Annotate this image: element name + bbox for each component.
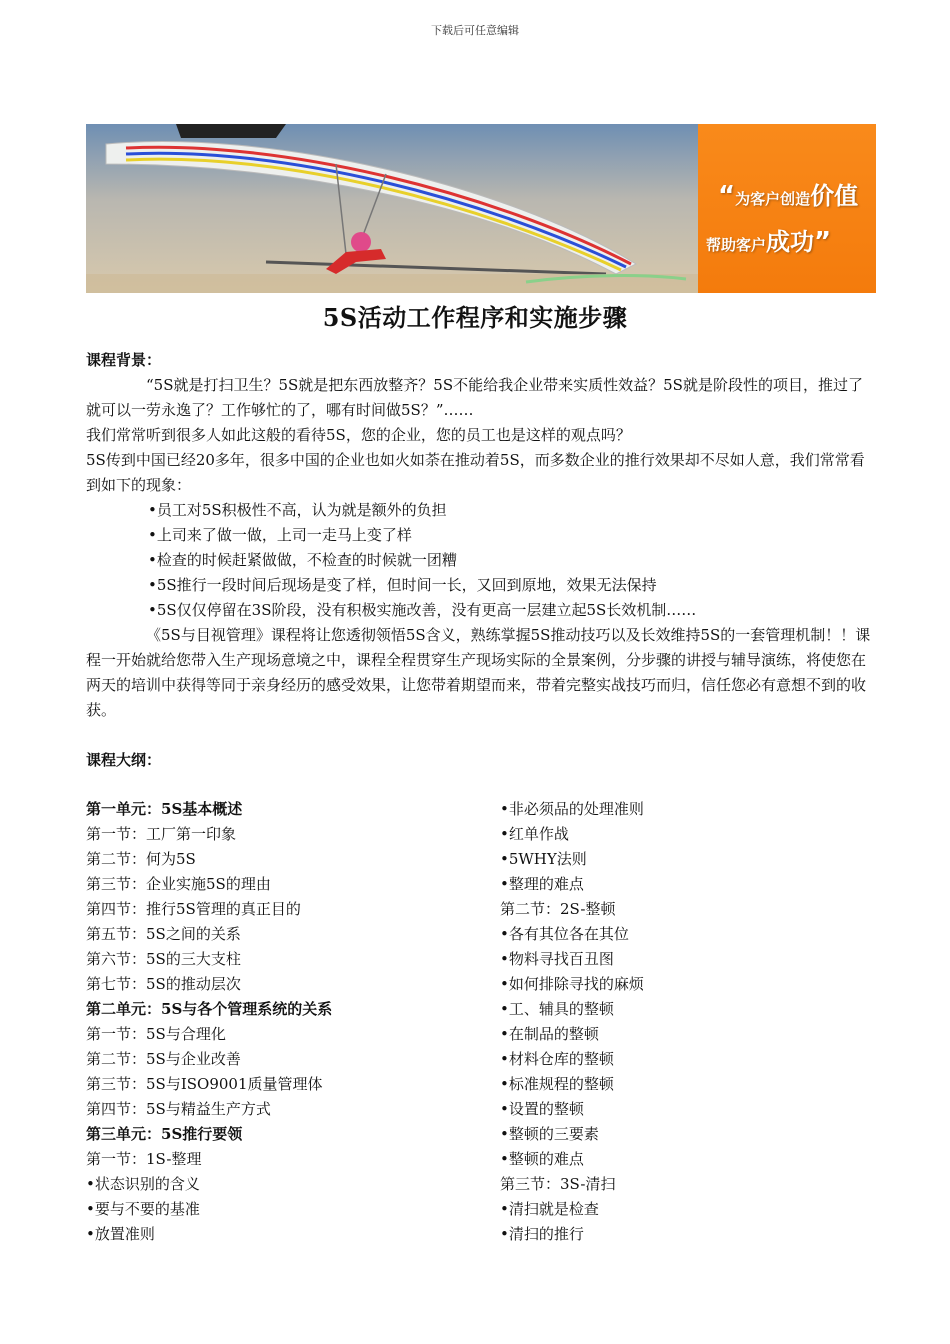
outline-item: •要与不要的基准	[86, 1200, 200, 1218]
outline-item: 第六节：5S的三大支柱	[86, 950, 241, 968]
outline-item: 第五节：5S之间的关系	[86, 925, 241, 943]
outline-item: •整顿的三要素	[500, 1125, 599, 1143]
outline-item: 第四节：推行5S管理的真正目的	[86, 900, 301, 918]
outline-item: 第二节：何为5S	[86, 850, 196, 868]
background-closing: 《5S与目视管理》课程将让您透彻领悟5S含义，熟练掌握5S推动技巧以及长效维持5S的一套管理机制！！课程一开始就给您带入生产现场意境之中，课程全程贯穿生产现场实际的全景案例，分步骤的讲授与辅导演练，将使您在两天的培训中获得等同于亲身经历的感受效果，让您带着期望而来，带着完整实战技巧而归，信任您必有意想不到的收获。	[86, 626, 871, 719]
list-item: •上司来了做一做，上司一走马上变了样	[148, 526, 412, 544]
list-item: •员工对5S积极性不高，认为就是额外的负担	[148, 501, 447, 519]
list-item: •检查的时候赶紧做做，不检查的时候就一团糟	[148, 551, 457, 569]
outline-item: •工、辅具的整顿	[500, 1000, 614, 1018]
outline-left-column	[86, 797, 486, 1247]
slogan-line-1: “为客户创造价值	[718, 181, 859, 211]
unit-heading: 第一单元：5S基本概述	[86, 800, 243, 818]
outline-item: •整顿的难点	[500, 1150, 584, 1168]
phenomena-list	[86, 498, 876, 623]
outline-label: 课程大纲：	[86, 751, 162, 769]
course-background-section	[86, 348, 876, 773]
hang-glider-photo	[86, 124, 698, 293]
outline-item: •如何排除寻找的麻烦	[500, 975, 644, 993]
slogan-line-2: 帮助客户成功”	[706, 227, 832, 257]
outline-item: •标准规程的整顿	[500, 1075, 614, 1093]
outline-item: •材料仓库的整顿	[500, 1050, 614, 1068]
outline-item: •整理的难点	[500, 875, 584, 893]
outline-item: 第七节：5S的推动层次	[86, 975, 241, 993]
background-line-3: 5S传到中国已经20多年，很多中国的企业也如火如荼在推动着5S，而多数企业的推行效果却不尽如人意，我们常常看到如下的现象：	[86, 451, 865, 494]
outline-item: •清扫的推行	[500, 1225, 584, 1243]
outline-item: •物料寻找百丑图	[500, 950, 614, 968]
outline-item: 第三节：5S与ISO9001质量管理体	[86, 1075, 323, 1093]
outline-item: •清扫就是检查	[500, 1200, 599, 1218]
outline-item: 第四节：5S与精益生产方式	[86, 1100, 271, 1118]
outline-item: •放置准则	[86, 1225, 155, 1243]
background-line-2: 我们常常听到很多人如此这般的看待5S，您的企业，您的员工也是这样的观点吗？	[86, 426, 631, 444]
list-item: •5S仅仅停留在3S阶段，没有积极实施改善，没有更高一层建立起5S长效机制……	[148, 601, 697, 619]
list-item: •5S推行一段时间后现场是变了样，但时间一长，又回到原地，效果无法保持	[148, 576, 657, 594]
unit-heading: 第三单元：5S推行要领	[86, 1125, 243, 1143]
outline-item: •非必须品的处理准则	[500, 800, 644, 818]
document-title: 5S活动工作程序和实施步骤	[322, 303, 628, 332]
outline-item: •红单作战	[500, 825, 569, 843]
outline-item: 第一节：1S-整理	[86, 1150, 202, 1168]
unit-heading: 第二单元：5S与各个管理系统的关系	[86, 1000, 333, 1018]
outline-item: 第二节：5S与企业改善	[86, 1050, 241, 1068]
outline-item: 第一节：5S与合理化	[86, 1025, 226, 1043]
outline-item: •设置的整顿	[500, 1100, 584, 1118]
outline-item: •5WHY法则	[500, 850, 587, 868]
banner	[86, 124, 876, 293]
banner-slogan-panel	[698, 124, 876, 293]
background-quote: “5S就是打扫卫生？5S就是把东西放整齐？5S不能给我企业带来实质性效益？5S就是阶段性的项目，推过了就可以一劳永逸了？工作够忙的了，哪有时间做5S？”……	[86, 376, 863, 419]
outline-item: •在制品的整顿	[500, 1025, 599, 1043]
outline-item: •各有其位各在其位	[500, 925, 629, 943]
outline-item: 第一节：工厂第一印象	[86, 825, 237, 843]
outline-right-column	[500, 797, 880, 1247]
background-label: 课程背景：	[86, 351, 162, 369]
outline-item: 第二节：2S-整顿	[500, 900, 616, 918]
page-header-note: 下载后可任意编辑	[431, 24, 519, 37]
outline-item: 第三节：3S-清扫	[500, 1175, 616, 1193]
outline-item: 第三节：企业实施5S的理由	[86, 875, 271, 893]
outline-item: •状态识别的含义	[86, 1175, 200, 1193]
